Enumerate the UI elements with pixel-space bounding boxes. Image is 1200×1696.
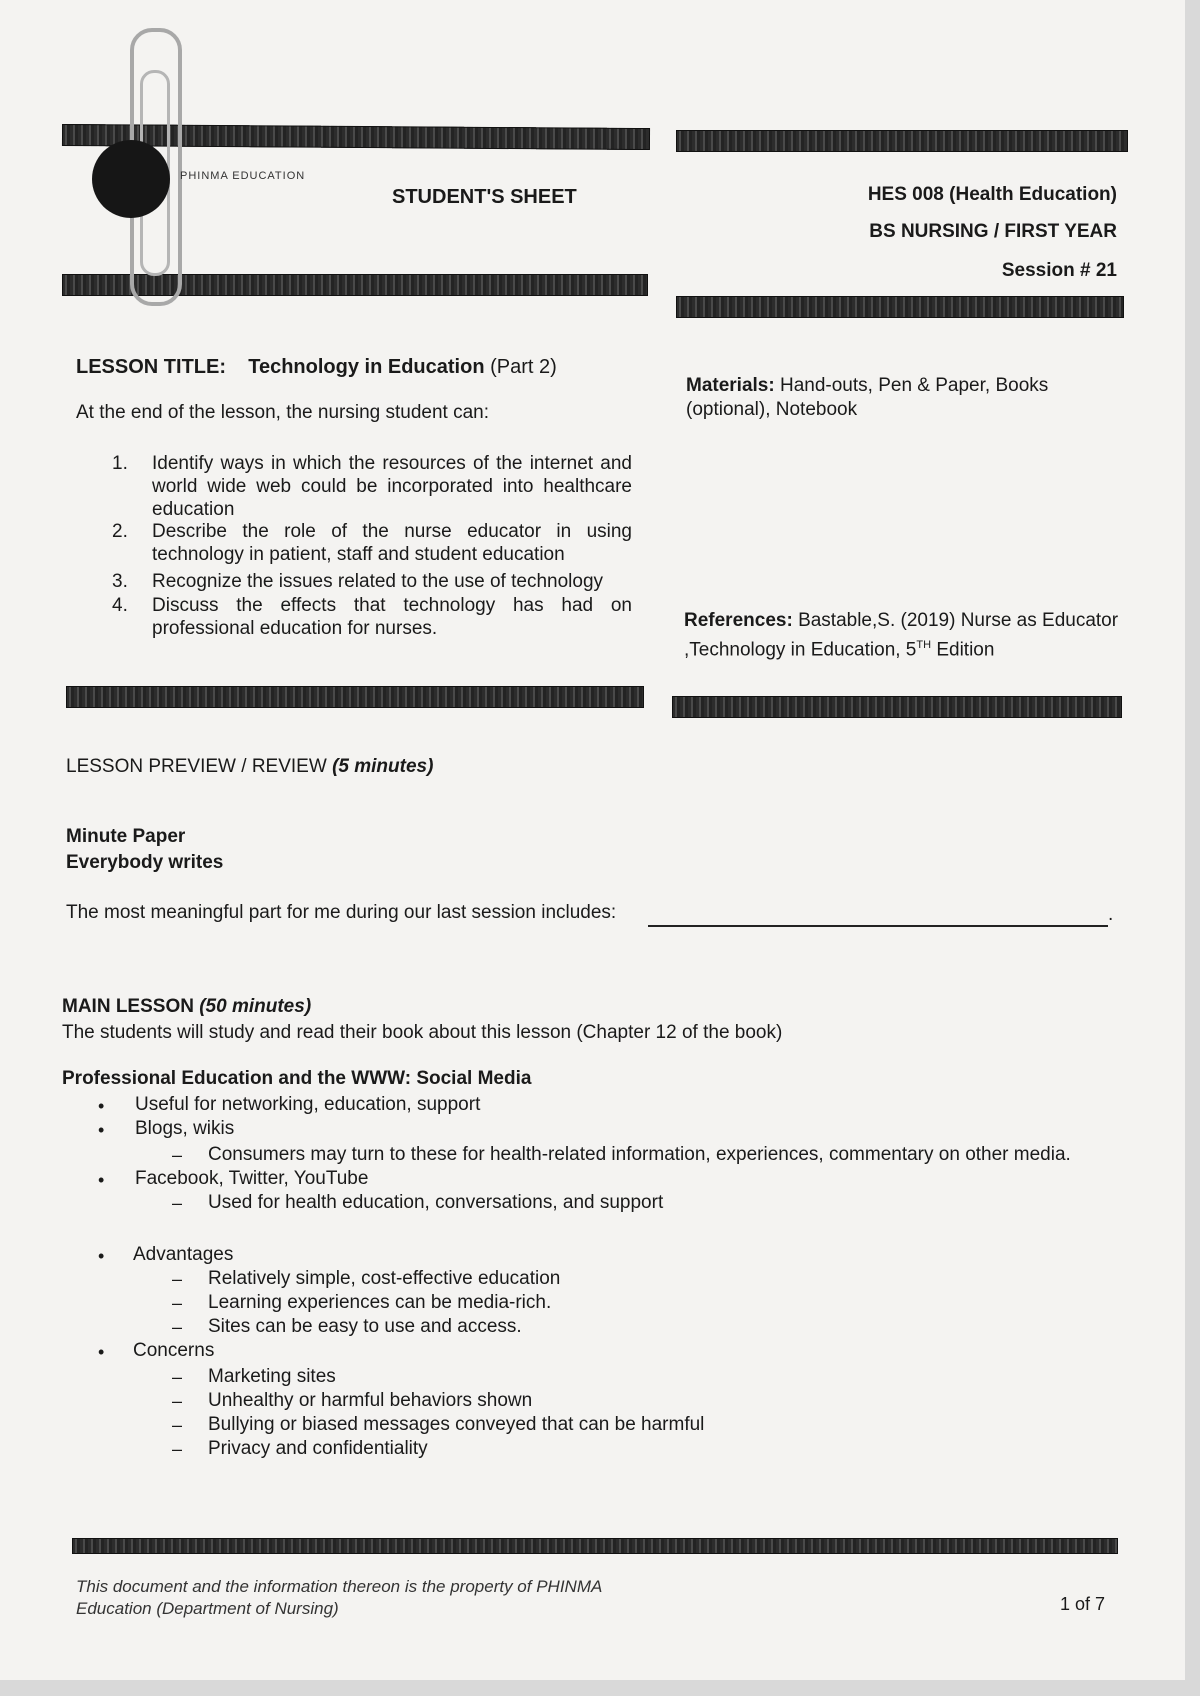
dash-glyph: – — [172, 1293, 183, 1313]
sub-list-item: Consumers may turn to these for health-related information, experiences, commentary on other media. — [208, 1144, 1071, 1165]
session-number: Session # 21 — [1001, 260, 1117, 281]
section-title: Professional Education and the WWW: Social Media — [62, 1068, 532, 1089]
objective-text: Recognize the issues related to the use of technology — [152, 571, 604, 592]
objective-item — [112, 520, 632, 566]
main-lesson-intro: The students will study and read their book about this lesson (Chapter 12 of the book) — [62, 1022, 783, 1043]
footer-line-2: Education (Department of Nursing) — [76, 1599, 339, 1618]
materials-text: Hand-outs, Pen & Paper, Books (optional), Notebook — [686, 375, 1049, 420]
references-tail: Edition — [931, 639, 995, 661]
materials-block — [686, 374, 1106, 422]
objective-number: 2. — [112, 521, 128, 542]
preview-time: (5 minutes) — [332, 756, 434, 777]
dash-glyph: – — [172, 1391, 183, 1411]
dash-glyph: – — [172, 1415, 183, 1435]
section-divider-right — [672, 696, 1122, 718]
sub-list-item: Used for health education, conversations, and support — [208, 1192, 664, 1213]
reflection-prompt-end: . — [1108, 904, 1114, 925]
page-number: 1 of 7 — [1059, 1594, 1105, 1614]
bullet-glyph: • — [98, 1246, 105, 1266]
activity-subtitle: Everybody writes — [66, 852, 224, 873]
dash-glyph: – — [172, 1193, 183, 1213]
header-bottom-bar-right — [676, 296, 1124, 318]
sub-list-item: Relatively simple, cost-effective education — [208, 1268, 561, 1289]
logo-text: PHINMA EDUCATION — [180, 170, 306, 182]
dash-glyph: – — [172, 1367, 183, 1387]
sub-list-item: Bullying or biased messages conveyed that can be harmful — [208, 1414, 705, 1435]
materials-label: Materials: — [686, 375, 775, 396]
bullet-glyph: • — [98, 1342, 105, 1362]
lesson-title — [76, 356, 557, 379]
phinma-logo — [92, 140, 170, 218]
references-label: References: — [684, 610, 793, 631]
reflection-answer-line[interactable] — [648, 925, 1108, 927]
bullet-glyph: • — [98, 1120, 105, 1140]
list-item: Useful for networking, education, support — [135, 1094, 481, 1115]
references-superscript: TH — [916, 639, 932, 651]
lesson-title-value: Technology in Education — [248, 356, 485, 378]
objective-number: 4. — [112, 595, 128, 616]
objective-number: 3. — [112, 571, 128, 592]
program-year: BS NURSING / FIRST YEAR — [869, 221, 1117, 242]
lesson-title-label: LESSON TITLE: — [76, 356, 226, 378]
main-lesson-heading — [62, 996, 311, 1018]
list-item: Facebook, Twitter, YouTube — [135, 1168, 369, 1189]
objective-text: Identify ways in which the resources of the internet and world wide web could be incorporated into healthcare education — [152, 453, 632, 520]
bullet-glyph: • — [98, 1096, 105, 1116]
references-block — [684, 609, 1124, 662]
sub-list-item: Marketing sites — [208, 1366, 336, 1387]
objective-text: Describe the role of the nurse educator in using technology in patient, staff and student education — [152, 521, 632, 565]
footer-note — [76, 1576, 602, 1620]
dash-glyph: – — [172, 1145, 183, 1165]
footer-bar — [72, 1538, 1118, 1554]
sheet-title: STUDENT'S SHEET — [392, 186, 577, 208]
header-top-bar-right — [676, 130, 1128, 152]
bullet-glyph: • — [98, 1170, 105, 1190]
sub-list-item: Sites can be easy to use and access. — [208, 1316, 522, 1337]
dash-glyph: – — [172, 1439, 183, 1459]
list-item: Concerns — [133, 1340, 215, 1361]
dash-glyph: – — [172, 1269, 183, 1289]
main-lesson-time: (50 minutes) — [199, 996, 312, 1017]
lesson-title-part: (Part 2) — [490, 356, 557, 378]
course-code: HES 008 (Health Education) — [867, 184, 1117, 205]
footer-line-1: This document and the information thereon is the property of PHINMA — [76, 1577, 603, 1596]
activity-title: Minute Paper — [66, 826, 186, 847]
reflection-prompt: The most meaningful part for me during our last session includes: — [66, 902, 617, 923]
objective-item — [112, 570, 632, 593]
list-item: Advantages — [133, 1244, 234, 1265]
main-lesson-heading-text: MAIN LESSON — [62, 996, 194, 1017]
references-text: Bastable,S. (2019) Nurse as Educator ,Technology in Education, 5 — [684, 610, 1119, 661]
sub-list-item: Learning experiences can be media-rich. — [208, 1292, 552, 1313]
preview-heading-text: LESSON PREVIEW / REVIEW — [66, 756, 327, 777]
objective-item — [112, 452, 632, 521]
section-divider-left — [66, 686, 644, 708]
dash-glyph: – — [172, 1317, 183, 1337]
sub-list-item: Unhealthy or harmful behaviors shown — [208, 1390, 533, 1411]
sub-list-item: Privacy and confidentiality — [208, 1438, 428, 1459]
list-item: Blogs, wikis — [135, 1118, 235, 1139]
objective-text: Discuss the effects that technology has had on professional education for nurses. — [152, 595, 632, 639]
objective-item — [112, 594, 632, 640]
preview-heading — [66, 756, 433, 778]
objective-number: 1. — [112, 453, 128, 474]
objectives-intro: At the end of the lesson, the nursing student can: — [76, 402, 489, 423]
